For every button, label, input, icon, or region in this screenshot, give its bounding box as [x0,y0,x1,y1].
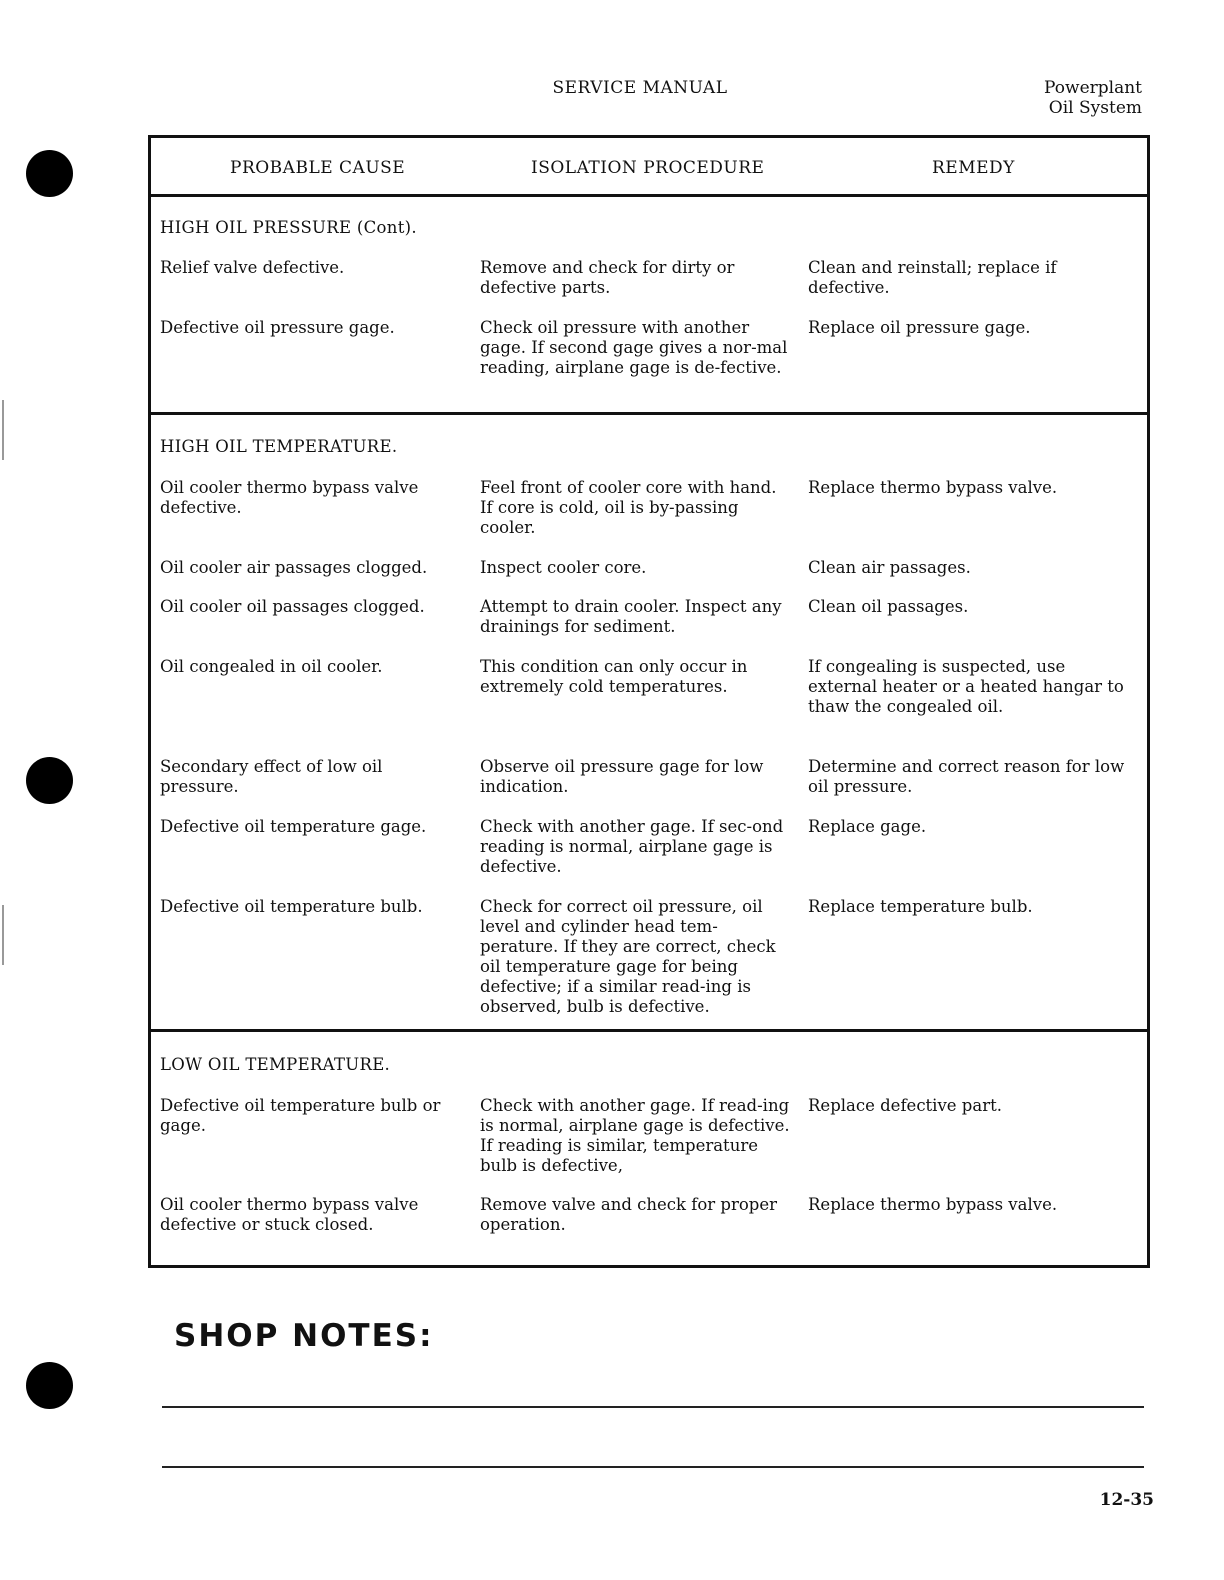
column-header-remedy: REMEDY [932,158,1015,178]
isolation-cell: Check with another gage. If sec-ond reading is normal, airplane gage is defective. [480,817,784,876]
remedy-cell: Replace thermo bypass valve. [808,478,1058,497]
section-heading-line1: Powerplant [1044,78,1142,98]
cause-cell: Defective oil temperature bulb. [160,897,423,916]
cause-cell: Oil cooler oil passages clogged. [160,597,425,616]
remedy-cell: Clean and reinstall; replace if defective. [808,258,1057,297]
shop-notes-heading: SHOP NOTES: [174,1318,434,1354]
isolation-cell: Remove valve and check for proper operation. [480,1195,778,1234]
manual-title: SERVICE MANUAL [552,78,728,98]
section-heading [1044,78,1142,118]
cause-cell: Oil cooler air passages clogged. [160,558,428,577]
margin-mark [2,905,4,965]
cause-cell: Defective oil temperature gage. [160,817,427,836]
column-header-isolation-procedure: ISOLATION PROCEDURE [531,158,765,178]
cause-cell: Secondary effect of low oil pressure. [160,757,383,796]
remedy-cell: Determine and correct reason for low oil pressure. [808,757,1125,796]
isolation-cell: Observe oil pressure gage for low indication. [480,757,764,796]
remedy-cell: Replace thermo bypass valve. [808,1195,1058,1214]
column-header-probable-cause: PROBABLE CAUSE [230,158,406,178]
isolation-cell: Remove and check for dirty or defective parts. [480,258,735,297]
section-divider [148,412,1150,415]
remedy-cell: Replace temperature bulb. [808,897,1033,916]
remedy-cell: Clean oil passages. [808,597,969,616]
cause-cell: Oil cooler thermo bypass valve defective. [160,478,419,517]
remedy-cell: If congealing is suspected, use external heater or a heated hangar to thaw the congealed oil. [808,657,1124,716]
isolation-cell: Attempt to drain cooler. Inspect any drainings for sediment. [480,597,782,636]
section-title-low-oil-temperature: LOW OIL TEMPERATURE. [160,1055,391,1074]
remedy-cell: Clean air passages. [808,558,971,577]
section-title-high-oil-pressure: HIGH OIL PRESSURE (Cont). [160,218,417,237]
isolation-cell: Check oil pressure with another gage. If second gage gives a nor-mal reading, airplane gage is de-fective. [480,318,788,377]
section-title-high-oil-temperature: HIGH OIL TEMPERATURE. [160,437,398,456]
section-heading-line2: Oil System [1048,98,1142,118]
cause-cell: Defective oil temperature bulb or gage. [160,1096,441,1135]
cause-cell: Oil cooler thermo bypass valve defective or stuck closed. [160,1195,419,1234]
punch-hole-middle [26,757,73,804]
note-line [162,1406,1144,1408]
header-divider [148,194,1150,197]
page-number: 12-35 [1099,1490,1154,1510]
isolation-cell: Feel front of cooler core with hand. If core is cold, oil is by-passing cooler. [480,478,777,537]
note-line [162,1466,1144,1468]
section-divider [148,1029,1150,1032]
cause-cell: Relief valve defective. [160,258,345,277]
remedy-cell: Replace defective part. [808,1096,1002,1115]
margin-mark [2,400,4,460]
remedy-cell: Replace gage. [808,817,927,836]
remedy-cell: Replace oil pressure gage. [808,318,1031,337]
cause-cell: Oil congealed in oil cooler. [160,657,383,676]
isolation-cell: Check with another gage. If read-ing is normal, airplane gage is defective. If reading is similar, temperature bulb is defective, [480,1096,790,1175]
isolation-cell: Inspect cooler core. [480,558,647,577]
cause-cell: Defective oil pressure gage. [160,318,395,337]
punch-hole-bottom [26,1362,73,1409]
isolation-cell: Check for correct oil pressure, oil level and cylinder head tem-perature. If they are correct, check oil temperature gage for being defective; if a similar read-ing is observed, bulb is defective. [480,897,776,1016]
punch-hole-top [26,150,73,197]
isolation-cell: This condition can only occur in extremely cold temperatures. [480,657,748,696]
